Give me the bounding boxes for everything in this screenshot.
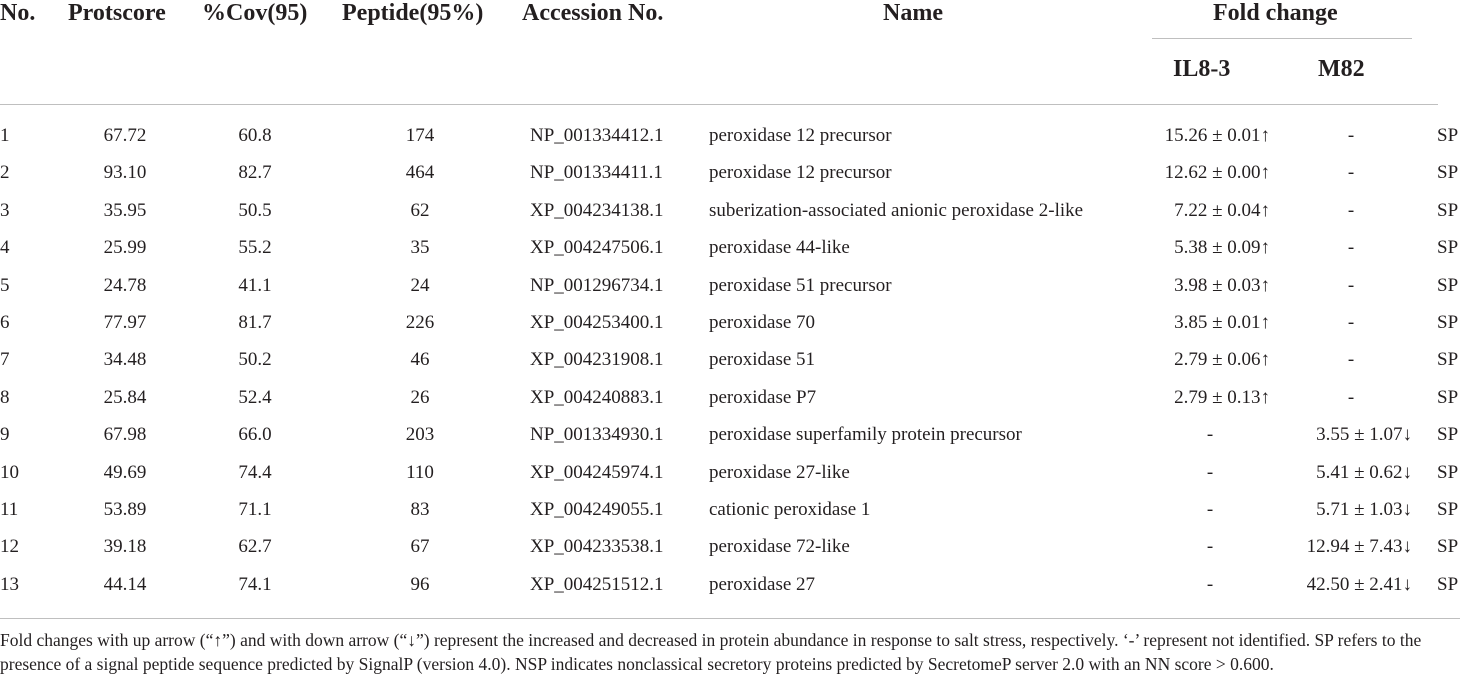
cell-name: peroxidase superfamily protein precursor: [709, 424, 1022, 446]
cell-protscore: 39.18: [103, 536, 147, 558]
cell-il8-3: 3.85 ± 0.01↑: [1174, 312, 1270, 333]
cell-peptide: 67: [410, 536, 430, 558]
header-no: No.: [0, 0, 36, 26]
cell-accession: NP_001334412.1: [530, 125, 664, 146]
table-row: [0, 528, 1460, 565]
cell-peptide: 464: [405, 162, 435, 184]
cell-sp: SP: [1437, 312, 1459, 333]
cell-m82: 12.94 ± 7.43↓: [1306, 536, 1412, 558]
cell-m82: -: [1347, 312, 1355, 333]
cell-sp: SP: [1437, 573, 1459, 595]
header-cov: %Cov(95): [202, 0, 308, 26]
cell-accession: XP_004253400.1: [530, 312, 664, 333]
cell-no: 4: [0, 237, 10, 259]
cell-protscore: 24.78: [103, 274, 147, 296]
cell-il8-3: -: [1206, 536, 1214, 558]
header-il8-3: IL8-3: [1173, 56, 1231, 82]
table-row: [0, 566, 1460, 603]
cell-accession: XP_004251512.1: [530, 573, 664, 595]
cell-peptide: 24: [410, 274, 430, 296]
cell-accession: XP_004240883.1: [530, 386, 664, 408]
cell-il8-3: 5.38 ± 0.09↑: [1174, 237, 1270, 259]
cell-protscore: 93.10: [103, 162, 147, 184]
cell-accession: XP_004247506.1: [530, 237, 664, 259]
table-row: [0, 379, 1460, 416]
table-row: [0, 491, 1460, 528]
cell-protscore: 53.89: [103, 499, 147, 520]
cell-cov: 50.2: [238, 349, 272, 371]
cell-protscore: 44.14: [103, 573, 147, 595]
cell-cov: 60.8: [238, 125, 272, 146]
cell-peptide: 46: [410, 349, 430, 371]
cell-cov: 62.7: [238, 536, 272, 558]
cell-il8-3: 15.26 ± 0.01↑: [1164, 125, 1270, 146]
cell-name: peroxidase 51: [709, 349, 816, 371]
cell-cov: 81.7: [238, 312, 272, 333]
cell-no: 9: [0, 424, 10, 446]
cell-cov: 52.4: [238, 386, 272, 408]
cell-no: 11: [0, 499, 19, 520]
cell-no: 1: [0, 125, 10, 146]
cell-peptide: 110: [406, 461, 434, 483]
cell-name: peroxidase 27-like: [709, 461, 850, 483]
cell-m82: 5.71 ± 1.03↓: [1316, 499, 1412, 520]
cell-sp: SP: [1437, 424, 1459, 446]
cell-peptide: 226: [405, 312, 435, 333]
cell-m82: -: [1347, 274, 1355, 296]
cell-m82: -: [1347, 349, 1355, 371]
cell-no: 6: [0, 312, 10, 333]
cell-sp: SP: [1437, 386, 1459, 408]
table-row: [0, 117, 1460, 154]
cell-sp: SP: [1437, 274, 1459, 296]
cell-cov: 55.2: [238, 237, 272, 259]
cell-m82: -: [1347, 237, 1355, 259]
cell-cov: 74.4: [238, 461, 272, 483]
cell-protscore: 77.97: [103, 312, 147, 333]
cell-peptide: 203: [405, 424, 435, 446]
cell-name: peroxidase 12 precursor: [709, 162, 892, 184]
cell-m82: 3.55 ± 1.07↓: [1316, 424, 1412, 446]
header-m82: M82: [1318, 56, 1365, 82]
cell-accession: XP_004233538.1: [530, 536, 664, 558]
cell-sp: SP: [1437, 536, 1459, 558]
cell-name: cationic peroxidase 1: [709, 499, 871, 520]
cell-protscore: 49.69: [103, 461, 147, 483]
cell-protscore: 35.95: [103, 199, 147, 221]
cell-no: 2: [0, 162, 10, 184]
cell-sp: SP: [1437, 237, 1459, 259]
cell-name: peroxidase 44-like: [709, 237, 850, 259]
cell-il8-3: 2.79 ± 0.13↑: [1174, 386, 1270, 408]
cell-il8-3: -: [1206, 499, 1214, 520]
cell-m82: -: [1347, 199, 1355, 221]
cell-peptide: 35: [410, 237, 430, 259]
cell-m82: -: [1347, 162, 1355, 184]
cell-accession: XP_004245974.1: [530, 461, 664, 483]
cell-accession: NP_001296734.1: [530, 274, 664, 296]
cell-peptide: 83: [410, 499, 430, 520]
cell-protscore: 34.48: [103, 349, 147, 371]
header-accession: Accession No.: [522, 0, 664, 26]
cell-cov: 71.1: [238, 499, 272, 520]
cell-name: peroxidase 12 precursor: [709, 125, 892, 146]
cell-cov: 50.5: [238, 199, 272, 221]
fold-change-underline: [1152, 38, 1412, 39]
cell-protscore: 25.84: [103, 386, 147, 408]
cell-no: 13: [0, 573, 19, 595]
cell-no: 5: [0, 274, 10, 296]
table-row: [0, 416, 1460, 453]
cell-name: suberization-associated anionic peroxidase 2-like: [709, 199, 1084, 221]
table-row: [0, 229, 1460, 266]
cell-sp: SP: [1437, 199, 1459, 221]
cell-accession: XP_004249055.1: [530, 499, 664, 520]
cell-peptide: 62: [410, 199, 430, 221]
table-row: [0, 454, 1460, 491]
cell-accession: NP_001334930.1: [530, 424, 664, 446]
cell-name: peroxidase 51 precursor: [709, 274, 892, 296]
cell-cov: 41.1: [238, 274, 272, 296]
cell-name: peroxidase 72-like: [709, 536, 850, 558]
table-row: [0, 192, 1460, 229]
cell-sp: SP: [1437, 349, 1459, 371]
table-row: [0, 341, 1460, 378]
cell-name: peroxidase 27: [709, 573, 816, 595]
cell-no: 3: [0, 199, 10, 221]
cell-sp: SP: [1437, 461, 1459, 483]
header-peptide: Peptide(95%): [342, 0, 484, 26]
table-row: [0, 304, 1460, 341]
table-bottom-rule: [0, 618, 1460, 619]
cell-no: 12: [0, 536, 19, 558]
cell-il8-3: 2.79 ± 0.06↑: [1174, 349, 1270, 371]
cell-peptide: 26: [410, 386, 430, 408]
cell-no: 8: [0, 386, 10, 408]
header-rule: [0, 104, 1438, 105]
cell-accession: XP_004234138.1: [530, 199, 664, 221]
cell-sp: SP: [1437, 125, 1459, 146]
cell-m82: 42.50 ± 2.41↓: [1306, 573, 1412, 595]
cell-il8-3: 3.98 ± 0.03↑: [1174, 274, 1270, 296]
table-footnote: Fold changes with up arrow (“↑”) and with down arrow (“↓”) represent the increased and decreased in protein abundance in response to salt stress, respectively. ‘-’ represent not identified. SP refers to the presence of a signal peptide sequence predicted by SignalP (version 4.0). NSP indicates nonclassical secretory proteins predicted by SecretomeP server 2.0 with an NN score > 0.600.: [0, 630, 1422, 674]
cell-no: 10: [0, 461, 19, 483]
cell-il8-3: 12.62 ± 0.00↑: [1164, 162, 1270, 184]
cell-name: peroxidase P7: [709, 386, 817, 408]
cell-name: peroxidase 70: [709, 312, 816, 333]
cell-protscore: 67.72: [103, 125, 147, 146]
cell-cov: 82.7: [238, 162, 272, 184]
cell-peptide: 96: [410, 573, 430, 595]
cell-m82: -: [1347, 125, 1355, 146]
table-row: [0, 267, 1460, 304]
cell-il8-3: -: [1206, 573, 1214, 595]
cell-m82: 5.41 ± 0.62↓: [1316, 461, 1412, 483]
cell-protscore: 25.99: [103, 237, 147, 259]
cell-il8-3: -: [1206, 461, 1214, 483]
cell-cov: 66.0: [238, 424, 272, 446]
header-fold-change: Fold change: [1213, 0, 1338, 26]
cell-accession: XP_004231908.1: [530, 349, 664, 371]
header-name: Name: [883, 0, 943, 26]
cell-cov: 74.1: [238, 573, 272, 595]
cell-peptide: 174: [405, 125, 435, 146]
table-row: [0, 154, 1460, 191]
cell-protscore: 67.98: [103, 424, 147, 446]
cell-no: 7: [0, 349, 10, 371]
header-protscore: Protscore: [68, 0, 166, 26]
cell-il8-3: -: [1206, 424, 1214, 446]
cell-accession: NP_001334411.1: [530, 162, 663, 184]
cell-sp: SP: [1437, 499, 1459, 520]
cell-m82: -: [1347, 386, 1355, 408]
cell-sp: SP: [1437, 162, 1459, 184]
cell-il8-3: 7.22 ± 0.04↑: [1174, 199, 1270, 221]
